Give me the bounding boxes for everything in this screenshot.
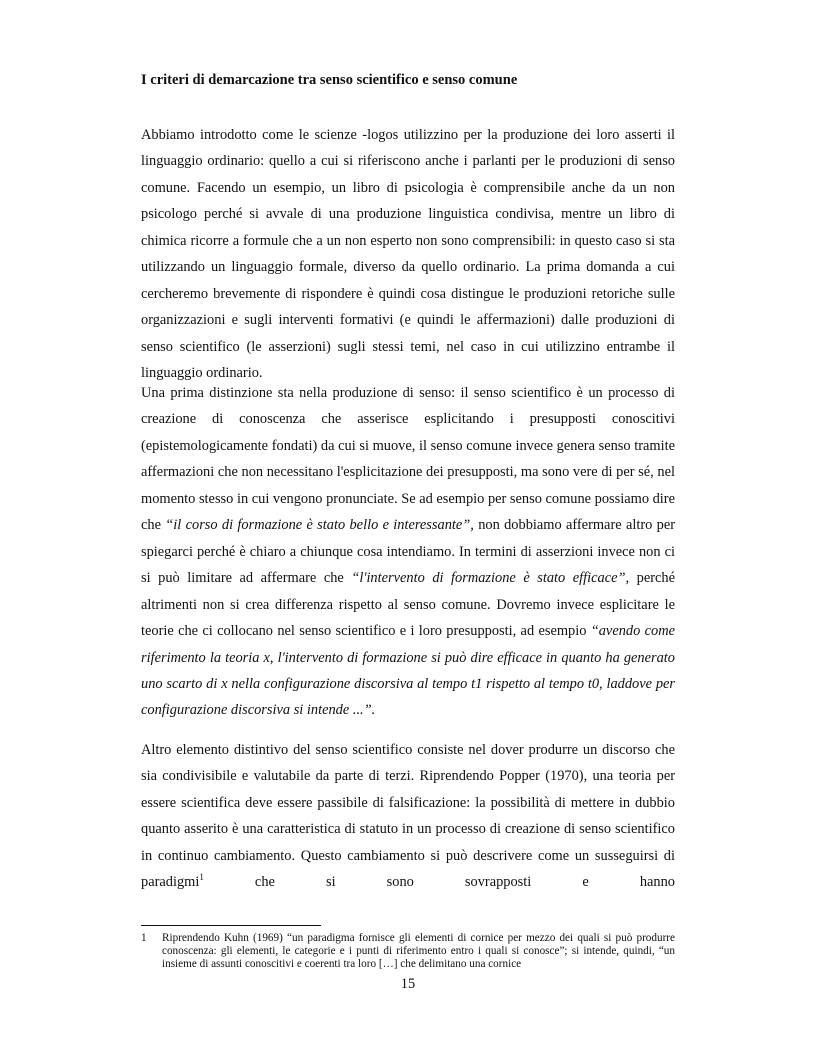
paragraph-3-tail: che si sono sovrapposti e hanno: [203, 874, 675, 891]
quote-3: “avendo come riferimento la teoria x, l'intervento di formazione si può dire efficace in quanto ha generato uno scarto di x nella configurazione discorsiva al tempo t1 rispetto al tempo t0, laddove per configurazione discorsiva si intende ...”.: [141, 623, 675, 719]
paragraph-3: [141, 737, 675, 896]
quote-1: “il corso di formazione è stato bello e interessante”,: [165, 517, 474, 534]
paragraph-2-text-3: perché altrimenti non si crea differenza rispetto al senso comune. Dovremo invece esplicitare le teorie che ci collocano nel senso scientifico e i loro presupposti, ad esempio: [141, 570, 676, 640]
paragraph-2-text-2: non dobbiamo affermare altro per spiegarci perché è chiaro a chiunque cosa intendiamo. In termini di asserzioni invece non ci si può limitare ad affermare che: [141, 517, 676, 587]
page-number: 15: [400, 976, 416, 992]
paragraph-3-text: Altro elemento distintivo del senso scientifico consiste nel dover produrre un discorso che sia condivisibile e valutabile da parte di terzi. Riprendendo Popper (1970), una teoria per essere scientifica deve essere passibile di falsificazione: la possibilità di mettere in dubbio quanto asserito è una caratteristica di statuto in un processo di creazione di senso scientifico in continuo cambiamento. Questo cambiamento si può descrivere come un susseguirsi di paradigmi: [141, 742, 675, 891]
section-heading: I criteri di demarcazione tra senso scientifico e senso comune: [141, 72, 518, 88]
footnote-divider: [141, 925, 321, 926]
footnote: [141, 932, 675, 972]
paragraph-2-text-1: Una prima distinzione sta nella produzione di senso: il senso scientifico è un processo di creazione di conoscenza che asserisce esplicitando i presupposti conoscitivi (epistemologicamente fondati) da cui si muove, il senso comune invece genera senso tramite affermazioni che non necessitano l'esplicitazione dei presupposti, ma sono vere di per sé, nel momento stesso in cui vengono pronunciate. Se ad esempio per senso comune possiamo dire che: [141, 385, 675, 534]
paragraph-1: Abbiamo introdotto come le scienze -logos utilizzino per la produzione dei loro asserti il linguaggio ordinario: quello a cui si riferiscono anche i parlanti per le produzioni di senso comune. Facendo un esempio, un libro di psicologia è comprensibile anche da un non psicologo perché si avvale di una produzione linguistica condivisa, mentre un libro di chimica ricorre a formule che a un non esperto non sono comprensibili: in questo caso si sta utilizzando un linguaggio formale, diverso da quello ordinario. La prima domanda a cui cercheremo brevemente di rispondere è quindi cosa distingue le produzioni retoriche sulle organizzazioni e sugli interventi formativi (e quindi le affermazioni) dalle produzioni di senso scientifico (le asserzioni) sugli stessi temi, nel caso in cui utilizzino entrambe il linguaggio ordinario.: [141, 127, 675, 382]
footnote-number: 1: [141, 932, 147, 944]
footnote-text: Riprendendo Kuhn (1969) “un paradigma fornisce gli elementi di cornice per mezzo dei quali si può produrre conoscenza: gli elementi, le categorie e i punti di riferimento entro i quali si conosce”; si intende, quindi, “un insieme di assunti conoscitivi e coerenti tra loro […] che delimitano una cornice: [162, 932, 675, 971]
footnote-reference[interactable]: 1: [199, 872, 204, 883]
quote-2: “l'intervento di formazione è stato efficace”,: [351, 570, 630, 587]
paragraph-2: [141, 380, 675, 724]
